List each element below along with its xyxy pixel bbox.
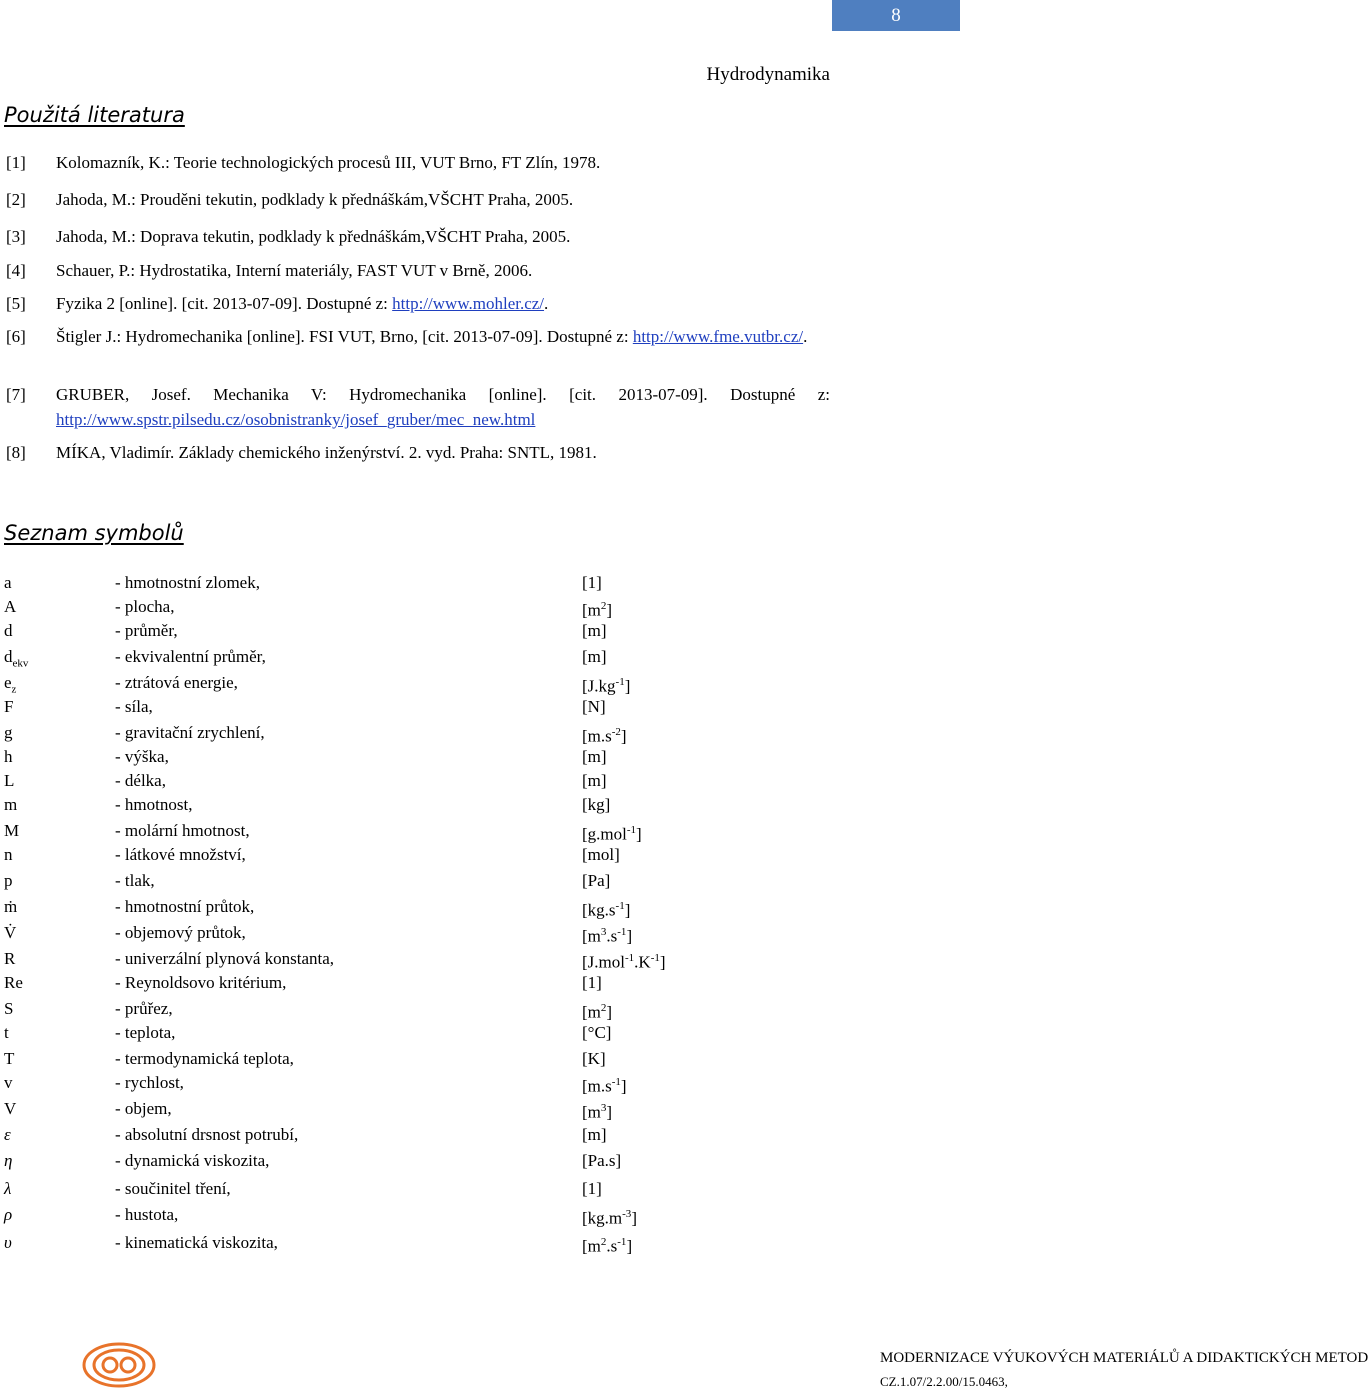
symbol-description: - objemový průtok, xyxy=(115,923,246,942)
symbol-row xyxy=(0,644,960,669)
unit-text: ] xyxy=(659,952,666,972)
symbol-row xyxy=(0,970,960,995)
reference-number: [1] xyxy=(6,153,26,172)
symbol-main: ṁ xyxy=(4,897,18,916)
reference-text xyxy=(56,258,830,283)
symbol-row xyxy=(0,720,960,745)
symbol xyxy=(4,618,13,643)
symbol-description: - průřez, xyxy=(115,999,173,1018)
unit-text: [m] xyxy=(582,621,607,640)
symbol-unit xyxy=(582,1070,627,1099)
symbol-unit xyxy=(582,694,606,719)
symbol xyxy=(4,694,13,719)
symbol-description: - termodynamická teplota, xyxy=(115,1049,294,1068)
symbol-row xyxy=(0,894,960,919)
symbol-subscript: ekv xyxy=(12,657,29,670)
references-heading xyxy=(4,103,185,127)
unit-text: [Pa] xyxy=(582,871,611,890)
unit-exponent: -1 xyxy=(624,952,635,964)
unit-text: .s xyxy=(606,926,618,946)
symbol-unit xyxy=(582,842,620,867)
symbol-main: T xyxy=(4,1049,15,1068)
reference-text xyxy=(56,291,830,316)
unit-text: ] xyxy=(606,1102,613,1122)
unit-exponent: -1 xyxy=(650,952,660,964)
symbol-description: - délka, xyxy=(115,771,166,790)
unit-exponent: 3 xyxy=(600,1102,607,1114)
reference-link[interactable]: http://www.spstr.pilsedu.cz/osobnistranky/josef_gruber/mec_new.html xyxy=(56,410,536,429)
symbol xyxy=(4,1046,14,1071)
unit-text: ] xyxy=(626,926,633,946)
references-heading-text: Použitá literatura xyxy=(4,103,185,127)
symbol-unit xyxy=(582,570,602,595)
symbol-unit xyxy=(582,970,602,995)
unit-text: .s xyxy=(606,1236,618,1256)
symbol-row xyxy=(0,1148,960,1173)
symbol-main: d xyxy=(4,647,13,666)
symbol-main: V̇ xyxy=(4,923,17,942)
symbol xyxy=(4,970,23,995)
symbol-description: - plocha, xyxy=(115,597,175,616)
unit-exponent: 3 xyxy=(600,926,607,938)
unit-text: ] xyxy=(620,1076,627,1096)
symbol-description: - dynamická viskozita, xyxy=(115,1151,270,1170)
symbol-subscript: z xyxy=(11,683,17,696)
symbol-main: υ xyxy=(4,1233,12,1252)
symbol-description: - látkové množství, xyxy=(115,845,246,864)
symbol-main: A xyxy=(4,597,17,616)
unit-text: [kg.m xyxy=(582,1208,623,1228)
symbols-heading xyxy=(4,521,184,545)
symbols-heading-text: Seznam symbolů xyxy=(4,521,184,545)
symbol-row xyxy=(0,1176,960,1201)
symbol-main: R xyxy=(4,949,16,968)
unit-text: ] xyxy=(631,1208,637,1228)
symbol-unit xyxy=(582,744,607,769)
footer-code: CZ.1.07/2.2.00/15.0463, xyxy=(880,1374,1008,1389)
unit-exponent: -3 xyxy=(622,1208,632,1220)
symbol-unit xyxy=(582,1230,632,1259)
symbol-description: - průměr, xyxy=(115,621,178,640)
symbol-row xyxy=(0,842,960,867)
unit-exponent: 2 xyxy=(600,600,607,612)
reference-link[interactable]: http://www.fme.vutbr.cz/ xyxy=(632,327,804,346)
reference-citation: GRUBER, Josef. Mechanika V: Hydromechanika [online]. [cit. 2013-07-09]. Dostupné z: xyxy=(56,385,830,404)
reference-number: [6] xyxy=(6,327,26,346)
unit-text: ] xyxy=(606,1002,613,1022)
symbol xyxy=(4,720,13,745)
unit-text: [J.kg xyxy=(582,676,616,696)
symbol-row xyxy=(0,1070,960,1095)
symbol-main: n xyxy=(4,845,13,864)
symbol-description: - hustota, xyxy=(115,1205,179,1224)
unit-text: [1] xyxy=(582,573,602,592)
unit-text: ] xyxy=(636,824,642,844)
unit-text: [m] xyxy=(582,647,607,666)
unit-text: ] xyxy=(624,900,631,920)
reference-number: [5] xyxy=(6,294,26,313)
unit-text: [m] xyxy=(582,771,607,790)
symbol-description: - gravitační zrychlení, xyxy=(115,723,265,742)
symbol xyxy=(4,1176,11,1201)
symbol-row xyxy=(0,946,960,971)
symbol xyxy=(4,842,13,867)
reference-citation: Schauer, P.: Hydrostatika, Interní materiály, FAST VUT v Brně, 2006. xyxy=(56,261,533,280)
symbol-description: - ekvivalentní průměr, xyxy=(115,647,266,666)
symbol-main: S xyxy=(4,999,14,1018)
unit-exponent: 2 xyxy=(600,1002,607,1014)
symbol-row xyxy=(0,744,960,769)
reference-number: [3] xyxy=(6,227,26,246)
symbol-description: - molární hmotnost, xyxy=(115,821,250,840)
symbol xyxy=(4,1148,12,1173)
symbol-row xyxy=(0,1202,960,1227)
reference-text xyxy=(56,187,830,212)
unit-exponent: -1 xyxy=(615,676,625,688)
unit-text: [m xyxy=(582,1236,601,1256)
header-title: Hydrodynamika xyxy=(706,64,830,85)
symbol-description: - absolutní drsnost potrubí, xyxy=(115,1125,299,1144)
symbol xyxy=(4,768,14,793)
reference-number: [7] xyxy=(6,385,26,404)
symbol-row xyxy=(0,818,960,843)
symbol-description: - síla, xyxy=(115,697,153,716)
symbol-main: e xyxy=(4,673,12,692)
reference-link[interactable]: http://www.mohler.cz/ xyxy=(392,294,545,313)
symbol xyxy=(4,1202,12,1227)
symbol-main: F xyxy=(4,697,14,716)
spiral-logo-icon xyxy=(80,1340,158,1390)
symbol xyxy=(4,792,17,817)
reference-citation: Štigler J.: Hydromechanika [online]. FSI VUT, Brno, [cit. 2013-07-09]. Dostupné z: xyxy=(56,327,633,346)
symbol-description: - hmotnostní průtok, xyxy=(115,897,255,916)
symbol-description: - teplota, xyxy=(115,1023,176,1042)
reference-text xyxy=(56,150,830,175)
reference-citation: Kolomazník, K.: Teorie technologických procesů III, VUT Brno, FT Zlín, 1978. xyxy=(56,153,601,172)
symbol-unit xyxy=(582,618,607,643)
symbol-row xyxy=(0,792,960,817)
symbol-row xyxy=(0,1122,960,1147)
symbol xyxy=(4,818,19,843)
symbol-main: η xyxy=(4,1151,13,1170)
unit-text: [Pa.s] xyxy=(582,1151,622,1170)
symbol-row xyxy=(0,868,960,893)
symbol-description: - ztrátová energie, xyxy=(115,673,238,692)
reference-citation: Fyzika 2 [online]. [cit. 2013-07-09]. Dostupné z: xyxy=(56,294,393,313)
symbol-row xyxy=(0,996,960,1021)
unit-text: [g.mol xyxy=(582,824,627,844)
symbol xyxy=(4,1070,13,1095)
symbol-row xyxy=(0,768,960,793)
symbol-description: - výška, xyxy=(115,747,169,766)
symbol-main: h xyxy=(4,747,13,766)
symbol-description: - tlak, xyxy=(115,871,155,890)
symbol-unit xyxy=(582,868,610,893)
unit-text: [kg.s xyxy=(582,900,616,920)
unit-text: [m xyxy=(582,926,601,946)
reference-citation: Jahoda, M.: Doprava tekutin, podklady k přednáškám,VŠCHT Praha, 2005. xyxy=(56,227,571,246)
symbol xyxy=(4,594,16,619)
unit-exponent: -1 xyxy=(615,900,625,912)
symbol xyxy=(4,1096,16,1121)
symbol-row xyxy=(0,594,960,619)
symbol xyxy=(4,920,16,945)
symbol-main: m xyxy=(4,795,18,814)
unit-exponent: 2 xyxy=(600,1236,607,1248)
unit-exponent: -1 xyxy=(617,926,627,938)
symbol-unit xyxy=(582,1046,606,1071)
symbol xyxy=(4,894,17,919)
symbol-unit xyxy=(582,1148,621,1173)
symbol-unit xyxy=(582,792,610,817)
symbol-description: - rychlost, xyxy=(115,1073,184,1092)
reference-text xyxy=(56,440,830,465)
symbol xyxy=(4,1230,12,1255)
symbol-description: - univerzální plynová konstanta, xyxy=(115,949,335,968)
reference-punctuation: . xyxy=(544,294,549,313)
symbol xyxy=(4,946,15,971)
reference-number: [4] xyxy=(6,261,26,280)
symbol-description: - Reynoldsovo kritérium, xyxy=(115,973,287,992)
symbol-description: - hmotnost, xyxy=(115,795,193,814)
symbol xyxy=(4,1020,9,1045)
symbol-row xyxy=(0,694,960,719)
symbol xyxy=(4,868,13,893)
unit-text: [N] xyxy=(582,697,606,716)
symbol-unit xyxy=(582,1096,612,1125)
unit-text: ] xyxy=(620,726,627,746)
symbol-main: Re xyxy=(4,973,23,992)
reference-citation: MÍKA, Vladimír. Základy chemického inženýrství. 2. vyd. Praha: SNTL, 1981. xyxy=(56,443,597,462)
symbol-main: p xyxy=(4,871,13,890)
unit-text: .K xyxy=(634,952,651,972)
unit-text: [°C] xyxy=(582,1023,612,1042)
symbol-row xyxy=(0,1046,960,1071)
footer-text: MODERNIZACE VÝUKOVÝCH MATERIÁLŮ A DIDAKTICKÝCH METOD xyxy=(880,1350,1368,1366)
symbol-unit xyxy=(582,768,607,793)
symbol-main: ε xyxy=(4,1125,11,1144)
symbol-main: L xyxy=(4,771,15,790)
unit-exponent: -2 xyxy=(611,726,621,738)
symbol-unit xyxy=(582,1020,611,1045)
symbol-description: - hmotnostní zlomek, xyxy=(115,573,260,592)
symbol xyxy=(4,744,13,769)
symbol-main: g xyxy=(4,723,13,742)
reference-text xyxy=(56,382,830,432)
symbol-unit xyxy=(582,1176,602,1201)
unit-text: [m] xyxy=(582,1125,607,1144)
symbol-main: M xyxy=(4,821,20,840)
unit-text: [mol] xyxy=(582,845,620,864)
symbol-unit xyxy=(582,894,630,923)
unit-text: ] xyxy=(624,676,631,696)
symbol-main: a xyxy=(4,573,12,592)
page-number: 8 xyxy=(832,0,960,31)
symbol-row xyxy=(0,670,960,695)
unit-exponent: -1 xyxy=(617,1236,627,1248)
symbol-main: v xyxy=(4,1073,13,1092)
unit-text: [K] xyxy=(582,1049,606,1068)
unit-text: [m xyxy=(582,1102,601,1122)
symbol-row xyxy=(0,920,960,945)
symbol-main: V xyxy=(4,1099,17,1118)
unit-exponent: -1 xyxy=(611,1076,621,1088)
symbol xyxy=(4,996,13,1021)
symbol-row xyxy=(0,1020,960,1045)
reference-number: [8] xyxy=(6,443,26,462)
unit-text: [kg] xyxy=(582,795,611,814)
symbol-row xyxy=(0,1230,960,1255)
unit-text: ] xyxy=(606,600,613,620)
symbol-main: λ xyxy=(4,1179,12,1198)
unit-text: [m xyxy=(582,600,601,620)
symbol-row xyxy=(0,570,960,595)
symbol-description: - součinitel tření, xyxy=(115,1179,231,1198)
unit-text: [1] xyxy=(582,1179,602,1198)
symbol-description: - objem, xyxy=(115,1099,172,1118)
symbol-row xyxy=(0,618,960,643)
reference-punctuation: . xyxy=(803,327,808,346)
symbol xyxy=(4,570,12,595)
symbol-main: ρ xyxy=(4,1205,13,1224)
unit-text: [m xyxy=(582,1002,601,1022)
reference-text xyxy=(56,324,830,349)
symbol-main: d xyxy=(4,621,13,640)
unit-text: [1] xyxy=(582,973,602,992)
unit-text: [m.s xyxy=(582,1076,612,1096)
symbol-row xyxy=(0,1096,960,1121)
unit-text: [m] xyxy=(582,747,607,766)
unit-text: ] xyxy=(626,1236,633,1256)
reference-citation: Jahoda, M.: Prouděni tekutin, podklady k přednáškám,VŠCHT Praha, 2005. xyxy=(56,190,574,209)
reference-number: [2] xyxy=(6,190,26,209)
symbol-unit xyxy=(582,1122,607,1147)
unit-exponent: -1 xyxy=(626,824,637,836)
unit-text: [J.mol xyxy=(582,952,625,972)
symbol-main: t xyxy=(4,1023,9,1042)
symbol xyxy=(4,1122,11,1147)
symbol-unit xyxy=(582,1202,637,1231)
reference-text xyxy=(56,224,830,249)
symbol-description: - kinematická viskozita, xyxy=(115,1233,278,1252)
unit-text: [m.s xyxy=(582,726,612,746)
symbol-unit xyxy=(582,920,632,949)
symbol-unit xyxy=(582,644,607,669)
